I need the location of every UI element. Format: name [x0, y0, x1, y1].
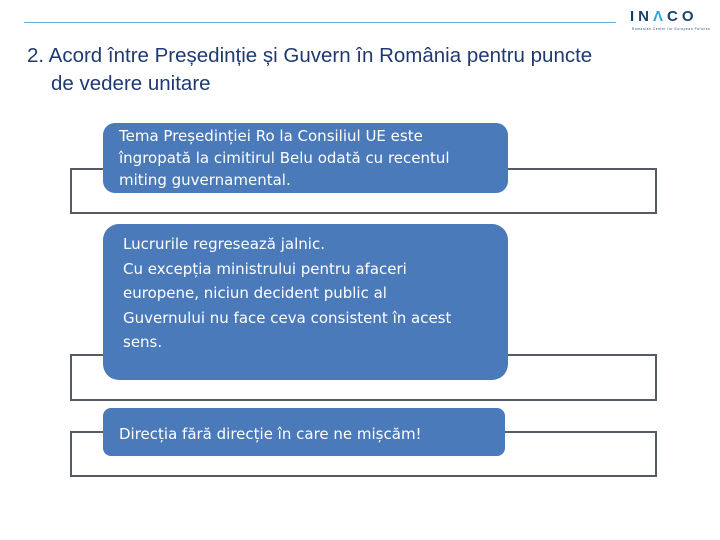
inaco-logo	[630, 8, 710, 36]
logo-wordmark: INΛCO	[630, 8, 698, 25]
logo-tagline: Romanian Center for European Policies	[632, 27, 711, 31]
card-line: Cu excepția ministrului pentru afaceri	[123, 259, 407, 278]
statement-card-3	[103, 408, 505, 456]
title-line-2: de vedere unitare	[51, 72, 211, 95]
statement-card-2	[103, 224, 508, 380]
slide-title	[27, 42, 707, 98]
header-rule	[24, 22, 616, 23]
card-line: miting guvernamental.	[119, 171, 291, 189]
card-line: Lucrurile regresează jalnic.	[123, 235, 325, 253]
card-line: îngropată la cimitirul Belu odată cu recentul	[119, 149, 450, 167]
card-line: sens.	[123, 333, 163, 351]
title-line-1: 2. Acord între Președinție și Guvern în România pentru puncte	[27, 44, 593, 67]
card-line: Guvernului nu face ceva consistent în acest	[123, 308, 452, 327]
statement-card-1	[103, 123, 508, 193]
card-line: europene, niciun decident public al	[123, 284, 387, 302]
card-line: Tema Președinției Ro la Consiliul UE este	[119, 127, 423, 145]
card-line: Direcția fără direcție în care ne mișcăm!	[119, 425, 422, 443]
